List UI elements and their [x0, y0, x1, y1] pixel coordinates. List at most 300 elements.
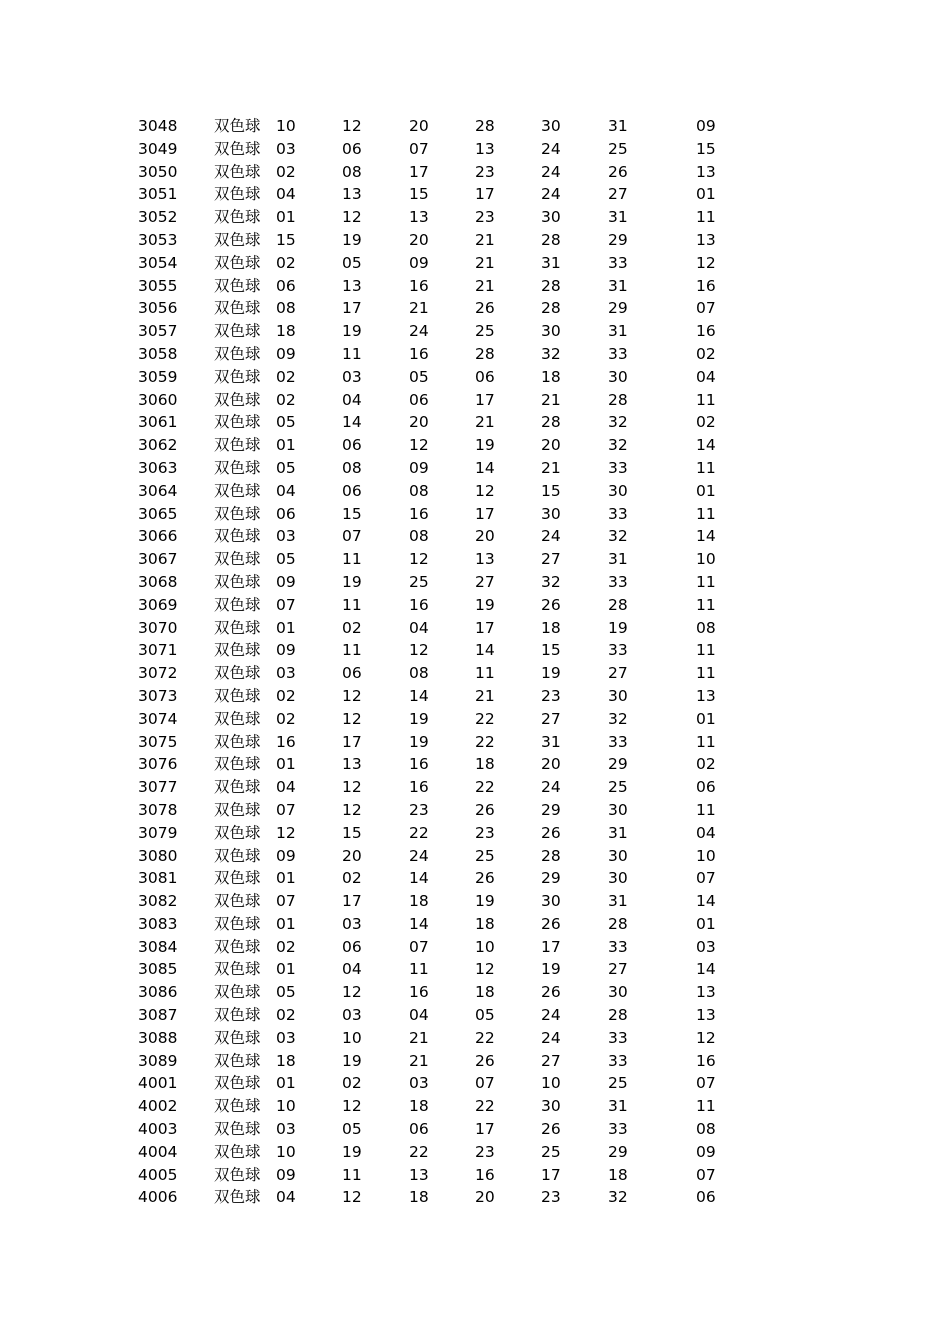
red-ball-4-cell: 21 — [475, 413, 495, 432]
lottery-name-cell: 双色球 — [214, 344, 261, 363]
table-row — [0, 845, 950, 868]
red-ball-2-cell: 19 — [342, 1142, 362, 1161]
lottery-name-cell: 双色球 — [214, 755, 261, 774]
red-ball-2-cell: 10 — [342, 1028, 362, 1047]
red-ball-2-cell: 17 — [342, 299, 362, 318]
blue-ball-cell: 13 — [696, 983, 716, 1002]
red-ball-5-cell: 30 — [541, 1097, 561, 1116]
table-row — [0, 936, 950, 959]
red-ball-6-cell: 33 — [608, 641, 628, 660]
red-ball-6-cell: 31 — [608, 1097, 628, 1116]
red-ball-1-cell: 15 — [276, 230, 296, 249]
red-ball-2-cell: 06 — [342, 139, 362, 158]
table-row — [0, 867, 950, 890]
blue-ball-cell: 01 — [696, 709, 716, 728]
red-ball-6-cell: 28 — [608, 595, 628, 614]
red-ball-1-cell: 03 — [276, 1120, 296, 1139]
red-ball-6-cell: 33 — [608, 732, 628, 751]
red-ball-2-cell: 12 — [342, 208, 362, 227]
red-ball-2-cell: 11 — [342, 1165, 362, 1184]
red-ball-1-cell: 12 — [276, 823, 296, 842]
lottery-name-cell: 双色球 — [214, 641, 261, 660]
red-ball-3-cell: 06 — [409, 1120, 429, 1139]
red-ball-5-cell: 30 — [541, 892, 561, 911]
blue-ball-cell: 13 — [696, 230, 716, 249]
lottery-name-cell: 双色球 — [214, 1188, 261, 1207]
blue-ball-cell: 03 — [696, 937, 716, 956]
lottery-name-cell: 双色球 — [214, 413, 261, 432]
blue-ball-cell: 02 — [696, 755, 716, 774]
draw-number-cell: 3054 — [138, 253, 178, 272]
red-ball-3-cell: 20 — [409, 413, 429, 432]
lottery-name-cell: 双色球 — [214, 458, 261, 477]
red-ball-2-cell: 20 — [342, 846, 362, 865]
red-ball-2-cell: 07 — [342, 527, 362, 546]
red-ball-2-cell: 19 — [342, 322, 362, 341]
red-ball-4-cell: 22 — [475, 1028, 495, 1047]
red-ball-4-cell: 19 — [475, 892, 495, 911]
red-ball-4-cell: 17 — [475, 618, 495, 637]
lottery-name-cell: 双色球 — [214, 823, 261, 842]
red-ball-5-cell: 24 — [541, 1028, 561, 1047]
red-ball-3-cell: 16 — [409, 983, 429, 1002]
red-ball-2-cell: 05 — [342, 1120, 362, 1139]
blue-ball-cell: 11 — [696, 208, 716, 227]
table-row — [0, 731, 950, 754]
red-ball-5-cell: 24 — [541, 139, 561, 158]
red-ball-4-cell: 22 — [475, 709, 495, 728]
red-ball-2-cell: 19 — [342, 572, 362, 591]
blue-ball-cell: 07 — [696, 1165, 716, 1184]
red-ball-5-cell: 23 — [541, 686, 561, 705]
red-ball-1-cell: 01 — [276, 436, 296, 455]
lottery-name-cell: 双色球 — [214, 1074, 261, 1093]
lottery-name-cell: 双色球 — [214, 527, 261, 546]
red-ball-4-cell: 13 — [475, 139, 495, 158]
lottery-name-cell: 双色球 — [214, 914, 261, 933]
red-ball-3-cell: 13 — [409, 1165, 429, 1184]
red-ball-4-cell: 16 — [475, 1165, 495, 1184]
blue-ball-cell: 01 — [696, 481, 716, 500]
red-ball-5-cell: 26 — [541, 823, 561, 842]
red-ball-3-cell: 14 — [409, 869, 429, 888]
lottery-name-cell: 双色球 — [214, 322, 261, 341]
red-ball-5-cell: 21 — [541, 390, 561, 409]
red-ball-4-cell: 28 — [475, 117, 495, 135]
red-ball-1-cell: 03 — [276, 139, 296, 158]
red-ball-3-cell: 12 — [409, 641, 429, 660]
red-ball-3-cell: 16 — [409, 778, 429, 797]
blue-ball-cell: 01 — [696, 914, 716, 933]
table-row — [0, 1186, 950, 1209]
blue-ball-cell: 10 — [696, 846, 716, 865]
red-ball-6-cell: 29 — [608, 755, 628, 774]
red-ball-3-cell: 07 — [409, 937, 429, 956]
blue-ball-cell: 16 — [696, 1051, 716, 1070]
red-ball-5-cell: 28 — [541, 299, 561, 318]
table-row — [0, 1095, 950, 1118]
red-ball-3-cell: 16 — [409, 755, 429, 774]
red-ball-1-cell: 05 — [276, 458, 296, 477]
blue-ball-cell: 13 — [696, 162, 716, 181]
red-ball-2-cell: 03 — [342, 914, 362, 933]
table-row — [0, 343, 950, 366]
red-ball-1-cell: 03 — [276, 664, 296, 683]
red-ball-5-cell: 20 — [541, 436, 561, 455]
draw-number-cell: 3079 — [138, 823, 178, 842]
red-ball-3-cell: 04 — [409, 618, 429, 637]
lottery-name-cell: 双色球 — [214, 960, 261, 979]
red-ball-2-cell: 13 — [342, 276, 362, 295]
draw-number-cell: 3066 — [138, 527, 178, 546]
red-ball-4-cell: 17 — [475, 185, 495, 204]
red-ball-1-cell: 10 — [276, 1142, 296, 1161]
table-row — [0, 662, 950, 685]
red-ball-1-cell: 02 — [276, 390, 296, 409]
lottery-name-cell: 双色球 — [214, 481, 261, 500]
blue-ball-cell: 14 — [696, 960, 716, 979]
red-ball-6-cell: 31 — [608, 823, 628, 842]
red-ball-3-cell: 08 — [409, 481, 429, 500]
red-ball-2-cell: 14 — [342, 413, 362, 432]
table-row — [0, 252, 950, 275]
red-ball-4-cell: 14 — [475, 458, 495, 477]
red-ball-1-cell: 02 — [276, 1006, 296, 1025]
red-ball-6-cell: 33 — [608, 1051, 628, 1070]
red-ball-2-cell: 17 — [342, 732, 362, 751]
red-ball-5-cell: 15 — [541, 641, 561, 660]
red-ball-5-cell: 10 — [541, 1074, 561, 1093]
red-ball-5-cell: 18 — [541, 367, 561, 386]
table-row — [0, 1164, 950, 1187]
red-ball-2-cell: 06 — [342, 937, 362, 956]
lottery-name-cell: 双色球 — [214, 253, 261, 272]
draw-number-cell: 3084 — [138, 937, 178, 956]
blue-ball-cell: 02 — [696, 413, 716, 432]
red-ball-1-cell: 02 — [276, 709, 296, 728]
lottery-name-cell: 双色球 — [214, 892, 261, 911]
red-ball-6-cell: 28 — [608, 914, 628, 933]
red-ball-4-cell: 21 — [475, 230, 495, 249]
red-ball-2-cell: 15 — [342, 504, 362, 523]
draw-number-cell: 3082 — [138, 892, 178, 911]
red-ball-3-cell: 06 — [409, 390, 429, 409]
table-row — [0, 708, 950, 731]
red-ball-3-cell: 24 — [409, 322, 429, 341]
lottery-name-cell: 双色球 — [214, 664, 261, 683]
draw-number-cell: 4001 — [138, 1074, 178, 1093]
table-row — [0, 571, 950, 594]
red-ball-4-cell: 18 — [475, 914, 495, 933]
red-ball-6-cell: 32 — [608, 436, 628, 455]
lottery-name-cell: 双色球 — [214, 572, 261, 591]
red-ball-3-cell: 05 — [409, 367, 429, 386]
red-ball-6-cell: 27 — [608, 664, 628, 683]
red-ball-6-cell: 32 — [608, 709, 628, 728]
red-ball-6-cell: 31 — [608, 550, 628, 569]
red-ball-4-cell: 22 — [475, 732, 495, 751]
table-row — [0, 639, 950, 662]
red-ball-4-cell: 23 — [475, 162, 495, 181]
lottery-name-cell: 双色球 — [214, 1142, 261, 1161]
red-ball-4-cell: 11 — [475, 664, 495, 683]
red-ball-1-cell: 07 — [276, 595, 296, 614]
lottery-name-cell: 双色球 — [214, 390, 261, 409]
red-ball-6-cell: 25 — [608, 139, 628, 158]
draw-number-cell: 3062 — [138, 436, 178, 455]
red-ball-6-cell: 30 — [608, 869, 628, 888]
lottery-name-cell: 双色球 — [214, 436, 261, 455]
red-ball-6-cell: 33 — [608, 572, 628, 591]
red-ball-6-cell: 25 — [608, 1074, 628, 1093]
red-ball-2-cell: 12 — [342, 983, 362, 1002]
lottery-name-cell: 双色球 — [214, 709, 261, 728]
draw-number-cell: 3070 — [138, 618, 178, 637]
blue-ball-cell: 13 — [696, 686, 716, 705]
draw-number-cell: 3058 — [138, 344, 178, 363]
red-ball-6-cell: 31 — [608, 892, 628, 911]
lottery-name-cell: 双色球 — [214, 869, 261, 888]
lottery-name-cell: 双色球 — [214, 983, 261, 1002]
lottery-name-cell: 双色球 — [214, 208, 261, 227]
red-ball-1-cell: 09 — [276, 344, 296, 363]
red-ball-1-cell: 18 — [276, 322, 296, 341]
red-ball-4-cell: 23 — [475, 1142, 495, 1161]
draw-number-cell: 3074 — [138, 709, 178, 728]
lottery-name-cell: 双色球 — [214, 846, 261, 865]
red-ball-4-cell: 27 — [475, 572, 495, 591]
blue-ball-cell: 08 — [696, 618, 716, 637]
red-ball-3-cell: 07 — [409, 139, 429, 158]
red-ball-6-cell: 32 — [608, 413, 628, 432]
red-ball-4-cell: 21 — [475, 686, 495, 705]
red-ball-6-cell: 29 — [608, 1142, 628, 1161]
red-ball-2-cell: 17 — [342, 892, 362, 911]
red-ball-1-cell: 01 — [276, 1074, 296, 1093]
lottery-name-cell: 双色球 — [214, 162, 261, 181]
red-ball-2-cell: 08 — [342, 458, 362, 477]
red-ball-5-cell: 29 — [541, 800, 561, 819]
red-ball-1-cell: 01 — [276, 869, 296, 888]
red-ball-4-cell: 20 — [475, 527, 495, 546]
draw-number-cell: 3060 — [138, 390, 178, 409]
blue-ball-cell: 14 — [696, 527, 716, 546]
red-ball-4-cell: 25 — [475, 846, 495, 865]
red-ball-4-cell: 22 — [475, 778, 495, 797]
red-ball-1-cell: 04 — [276, 778, 296, 797]
blue-ball-cell: 13 — [696, 1006, 716, 1025]
red-ball-6-cell: 33 — [608, 1028, 628, 1047]
red-ball-6-cell: 28 — [608, 390, 628, 409]
red-ball-1-cell: 05 — [276, 550, 296, 569]
red-ball-6-cell: 31 — [608, 117, 628, 135]
table-row — [0, 685, 950, 708]
red-ball-3-cell: 23 — [409, 800, 429, 819]
red-ball-1-cell: 09 — [276, 1165, 296, 1184]
draw-number-cell: 3086 — [138, 983, 178, 1002]
red-ball-5-cell: 18 — [541, 618, 561, 637]
red-ball-1-cell: 06 — [276, 504, 296, 523]
lottery-name-cell: 双色球 — [214, 937, 261, 956]
red-ball-2-cell: 03 — [342, 1006, 362, 1025]
red-ball-2-cell: 02 — [342, 1074, 362, 1093]
table-row — [0, 138, 950, 161]
draw-number-cell: 3078 — [138, 800, 178, 819]
blue-ball-cell: 16 — [696, 276, 716, 295]
red-ball-1-cell: 01 — [276, 960, 296, 979]
red-ball-6-cell: 33 — [608, 1120, 628, 1139]
red-ball-2-cell: 06 — [342, 664, 362, 683]
table-row — [0, 1118, 950, 1141]
red-ball-3-cell: 04 — [409, 1006, 429, 1025]
red-ball-6-cell: 33 — [608, 458, 628, 477]
lottery-name-cell: 双色球 — [214, 504, 261, 523]
red-ball-2-cell: 05 — [342, 253, 362, 272]
red-ball-5-cell: 15 — [541, 481, 561, 500]
table-row — [0, 389, 950, 412]
draw-number-cell: 3059 — [138, 367, 178, 386]
red-ball-3-cell: 20 — [409, 117, 429, 135]
table-row — [0, 1141, 950, 1164]
red-ball-5-cell: 19 — [541, 960, 561, 979]
red-ball-4-cell: 10 — [475, 937, 495, 956]
table-row — [0, 958, 950, 981]
red-ball-1-cell: 09 — [276, 846, 296, 865]
lottery-name-cell: 双色球 — [214, 732, 261, 751]
table-row — [0, 753, 950, 776]
lottery-name-cell: 双色球 — [214, 185, 261, 204]
red-ball-5-cell: 31 — [541, 732, 561, 751]
blue-ball-cell: 06 — [696, 1188, 716, 1207]
draw-number-cell: 3055 — [138, 276, 178, 295]
red-ball-5-cell: 28 — [541, 230, 561, 249]
red-ball-2-cell: 13 — [342, 755, 362, 774]
red-ball-2-cell: 11 — [342, 641, 362, 660]
red-ball-3-cell: 21 — [409, 299, 429, 318]
lottery-name-cell: 双色球 — [214, 595, 261, 614]
table-row — [0, 617, 950, 640]
red-ball-3-cell: 25 — [409, 572, 429, 591]
red-ball-6-cell: 27 — [608, 185, 628, 204]
red-ball-5-cell: 23 — [541, 1188, 561, 1207]
blue-ball-cell: 11 — [696, 800, 716, 819]
red-ball-2-cell: 12 — [342, 686, 362, 705]
red-ball-4-cell: 21 — [475, 253, 495, 272]
red-ball-3-cell: 16 — [409, 276, 429, 295]
red-ball-3-cell: 12 — [409, 436, 429, 455]
table-row — [0, 229, 950, 252]
blue-ball-cell: 09 — [696, 117, 716, 135]
red-ball-4-cell: 19 — [475, 436, 495, 455]
red-ball-6-cell: 33 — [608, 937, 628, 956]
draw-number-cell: 3049 — [138, 139, 178, 158]
red-ball-1-cell: 03 — [276, 1028, 296, 1047]
red-ball-1-cell: 01 — [276, 208, 296, 227]
table-row — [0, 434, 950, 457]
blue-ball-cell: 16 — [696, 322, 716, 341]
draw-number-cell: 4003 — [138, 1120, 178, 1139]
red-ball-1-cell: 02 — [276, 162, 296, 181]
table-row — [0, 161, 950, 184]
table-row — [0, 411, 950, 434]
red-ball-2-cell: 08 — [342, 162, 362, 181]
blue-ball-cell: 02 — [696, 344, 716, 363]
table-row — [0, 799, 950, 822]
table-row — [0, 822, 950, 845]
red-ball-2-cell: 12 — [342, 1097, 362, 1116]
red-ball-3-cell: 11 — [409, 960, 429, 979]
red-ball-6-cell: 30 — [608, 481, 628, 500]
table-row — [0, 890, 950, 913]
red-ball-5-cell: 20 — [541, 755, 561, 774]
red-ball-6-cell: 33 — [608, 504, 628, 523]
red-ball-5-cell: 28 — [541, 846, 561, 865]
red-ball-2-cell: 03 — [342, 367, 362, 386]
red-ball-6-cell: 30 — [608, 686, 628, 705]
table-row — [0, 183, 950, 206]
red-ball-2-cell: 11 — [342, 550, 362, 569]
red-ball-4-cell: 17 — [475, 504, 495, 523]
red-ball-3-cell: 19 — [409, 732, 429, 751]
red-ball-1-cell: 08 — [276, 299, 296, 318]
red-ball-3-cell: 16 — [409, 595, 429, 614]
red-ball-6-cell: 31 — [608, 208, 628, 227]
table-row — [0, 320, 950, 343]
red-ball-6-cell: 18 — [608, 1165, 628, 1184]
red-ball-1-cell: 07 — [276, 800, 296, 819]
lottery-name-cell: 双色球 — [214, 550, 261, 569]
lottery-name-cell: 双色球 — [214, 1006, 261, 1025]
red-ball-5-cell: 26 — [541, 914, 561, 933]
red-ball-5-cell: 30 — [541, 117, 561, 135]
red-ball-6-cell: 29 — [608, 230, 628, 249]
red-ball-1-cell: 06 — [276, 276, 296, 295]
red-ball-6-cell: 25 — [608, 778, 628, 797]
red-ball-5-cell: 32 — [541, 344, 561, 363]
draw-number-cell: 3063 — [138, 458, 178, 477]
red-ball-3-cell: 15 — [409, 185, 429, 204]
red-ball-4-cell: 21 — [475, 276, 495, 295]
lottery-name-cell: 双色球 — [214, 117, 261, 135]
blue-ball-cell: 11 — [696, 664, 716, 683]
red-ball-3-cell: 17 — [409, 162, 429, 181]
draw-number-cell: 3069 — [138, 595, 178, 614]
red-ball-5-cell: 30 — [541, 208, 561, 227]
red-ball-1-cell: 16 — [276, 732, 296, 751]
red-ball-3-cell: 18 — [409, 1188, 429, 1207]
red-ball-4-cell: 26 — [475, 1051, 495, 1070]
draw-number-cell: 4004 — [138, 1142, 178, 1161]
lottery-name-cell: 双色球 — [214, 299, 261, 318]
red-ball-5-cell: 28 — [541, 276, 561, 295]
table-row — [0, 1004, 950, 1027]
red-ball-1-cell: 02 — [276, 367, 296, 386]
red-ball-4-cell: 05 — [475, 1006, 495, 1025]
red-ball-3-cell: 16 — [409, 504, 429, 523]
red-ball-1-cell: 02 — [276, 937, 296, 956]
draw-number-cell: 3048 — [138, 117, 178, 135]
blue-ball-cell: 10 — [696, 550, 716, 569]
red-ball-3-cell: 21 — [409, 1028, 429, 1047]
red-ball-3-cell: 24 — [409, 846, 429, 865]
blue-ball-cell: 11 — [696, 732, 716, 751]
red-ball-3-cell: 13 — [409, 208, 429, 227]
red-ball-1-cell: 04 — [276, 481, 296, 500]
draw-number-cell: 3061 — [138, 413, 178, 432]
red-ball-1-cell: 04 — [276, 1188, 296, 1207]
red-ball-1-cell: 09 — [276, 641, 296, 660]
red-ball-5-cell: 26 — [541, 595, 561, 614]
